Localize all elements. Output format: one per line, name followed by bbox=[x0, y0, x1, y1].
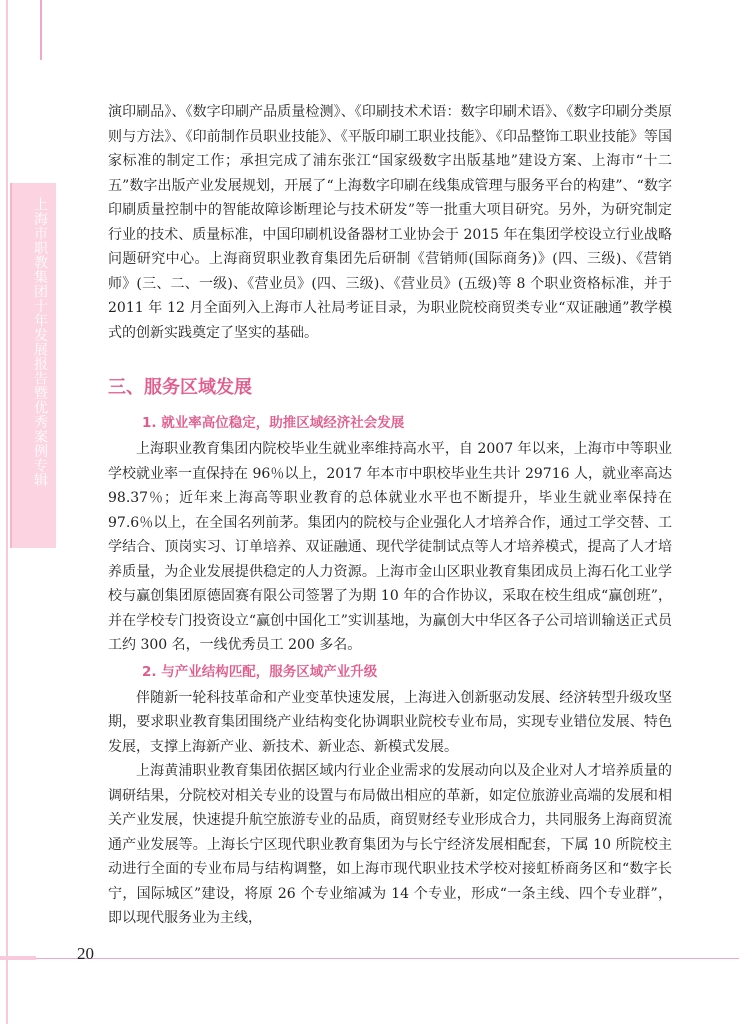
subsection-2-paragraph-2: 上海黄浦职业教育集团依据区域内行业企业需求的发展动向以及企业对人才培养质量的调研结果，分院校对相关专业的设置与布局做出相应的革新，如定位旅游业高端的发展和相关产业发展，快速提升航空旅游专业的品质，商贸财经专业形成合力，共同服务上海商贸流通产业发展等。上海长宁区现代职业教育集团为与长宁经济发展相配套，下属 10 所院校主动进行全面的专业布局与结构调整，如上海市现代职业技术学校对接虹桥商务区和“数字长宁，国际城区”建设，将原 26 个专业缩减为 14 个专业，形成“一条主线、四个专业群”，即以现代服务业为主线， bbox=[108, 763, 672, 926]
left-margin-rule bbox=[6, 0, 8, 1024]
intro-paragraph: 演印刷品》、《数字印刷产品质量检测》、《印刷技术术语：数字印刷术语》、《数字印刷分类原则与方法》、《印前制作员职业技能》、《平版印刷工职业技能》、《印品整饰工职业技能》等国家标准的制定工作；承担完成了浦东张江“国家级数字出版基地”建设方案、上海市“十二五”数字出版产业发展规划，开展了“上海数字印刷在线集成管理与服务平台的构建”、“数字印刷质量控制中的智能故障诊断理论与技术研发”等一批重大项目研究。另外，为研究制定行业的技术、质量标准，中国印刷机设备器材工业协会于 2015 年在集团学校设立行业战略问题研究中心。上海商贸职业教育集团先后研制《营销师(国际商务)》(四、三级)、《营销师》(三、二、一级)、《营业员》(四、三级)、《营业员》(五级)等 8 个职业资格标准，并于 2011 年 12 月全面列入上海市人社局考证目录，为职业院校商贸类专业“双证融通”教学模式的创新实践奠定了坚实的基础。 bbox=[108, 104, 672, 341]
running-title-text: 上海市职教集团十年发展报告暨优秀案例专辑 bbox=[32, 197, 48, 487]
subsection-1-paragraph: 上海职业教育集团内院校毕业生就业率维持高水平，自 2007 年以来，上海市中等职业学校就业率一直保持在 96％以上，2017 年本市中职校毕业生共计 29716 人，就业率高达 98.37％；近年来上海高等职业教育的总体就业水平也不断提升，毕业生就业率保持在 97.6％以上，在全国名列前茅。集团内的院校与企业强化人才培养合作，通过工学交替、工学结合、顶岗实习、订单培养、双证融通、现代学徒制试点等人才培养模式，提高了人才培养质量，为企业发展提供稳定的人力资源。上海市金山区职业教育集团成员上海石化工业学校与赢创集团原德固赛有限公司签署了为期 10 年的合作协议，采取在校生组成“赢创班”，并在学校专门投资设立“赢创中国化工”实训基地，为赢创大中华区各子公司培训输送正式员工约 300 名，一线优秀员工 200 多名。 bbox=[108, 441, 672, 653]
subsection-2-paragraph-1: 伴随新一轮科技革命和产业变革快速发展，上海进入创新驱动发展、经济转型升级攻坚期，要求职业教育集团围绕产业结构变化协调职业院校专业布局，实现专业错位发展、特色发展，支撑上海新产业、新技术、新业态、新模式发展。 bbox=[108, 689, 672, 755]
bottom-margin-strip bbox=[0, 956, 36, 960]
section-heading: 三、服务区域发展 bbox=[108, 377, 252, 398]
top-margin-rule bbox=[40, 0, 42, 60]
page-body bbox=[108, 100, 672, 931]
subsection-heading-2: 2. 与产业结构匹配，服务区域产业升级 bbox=[142, 663, 378, 680]
subsection-heading-1: 1. 就业率高位稳定，助推区域经济社会发展 bbox=[142, 415, 405, 431]
page-number: 20 bbox=[77, 944, 94, 963]
bottom-rule bbox=[36, 958, 739, 959]
running-title-tab bbox=[10, 183, 56, 548]
